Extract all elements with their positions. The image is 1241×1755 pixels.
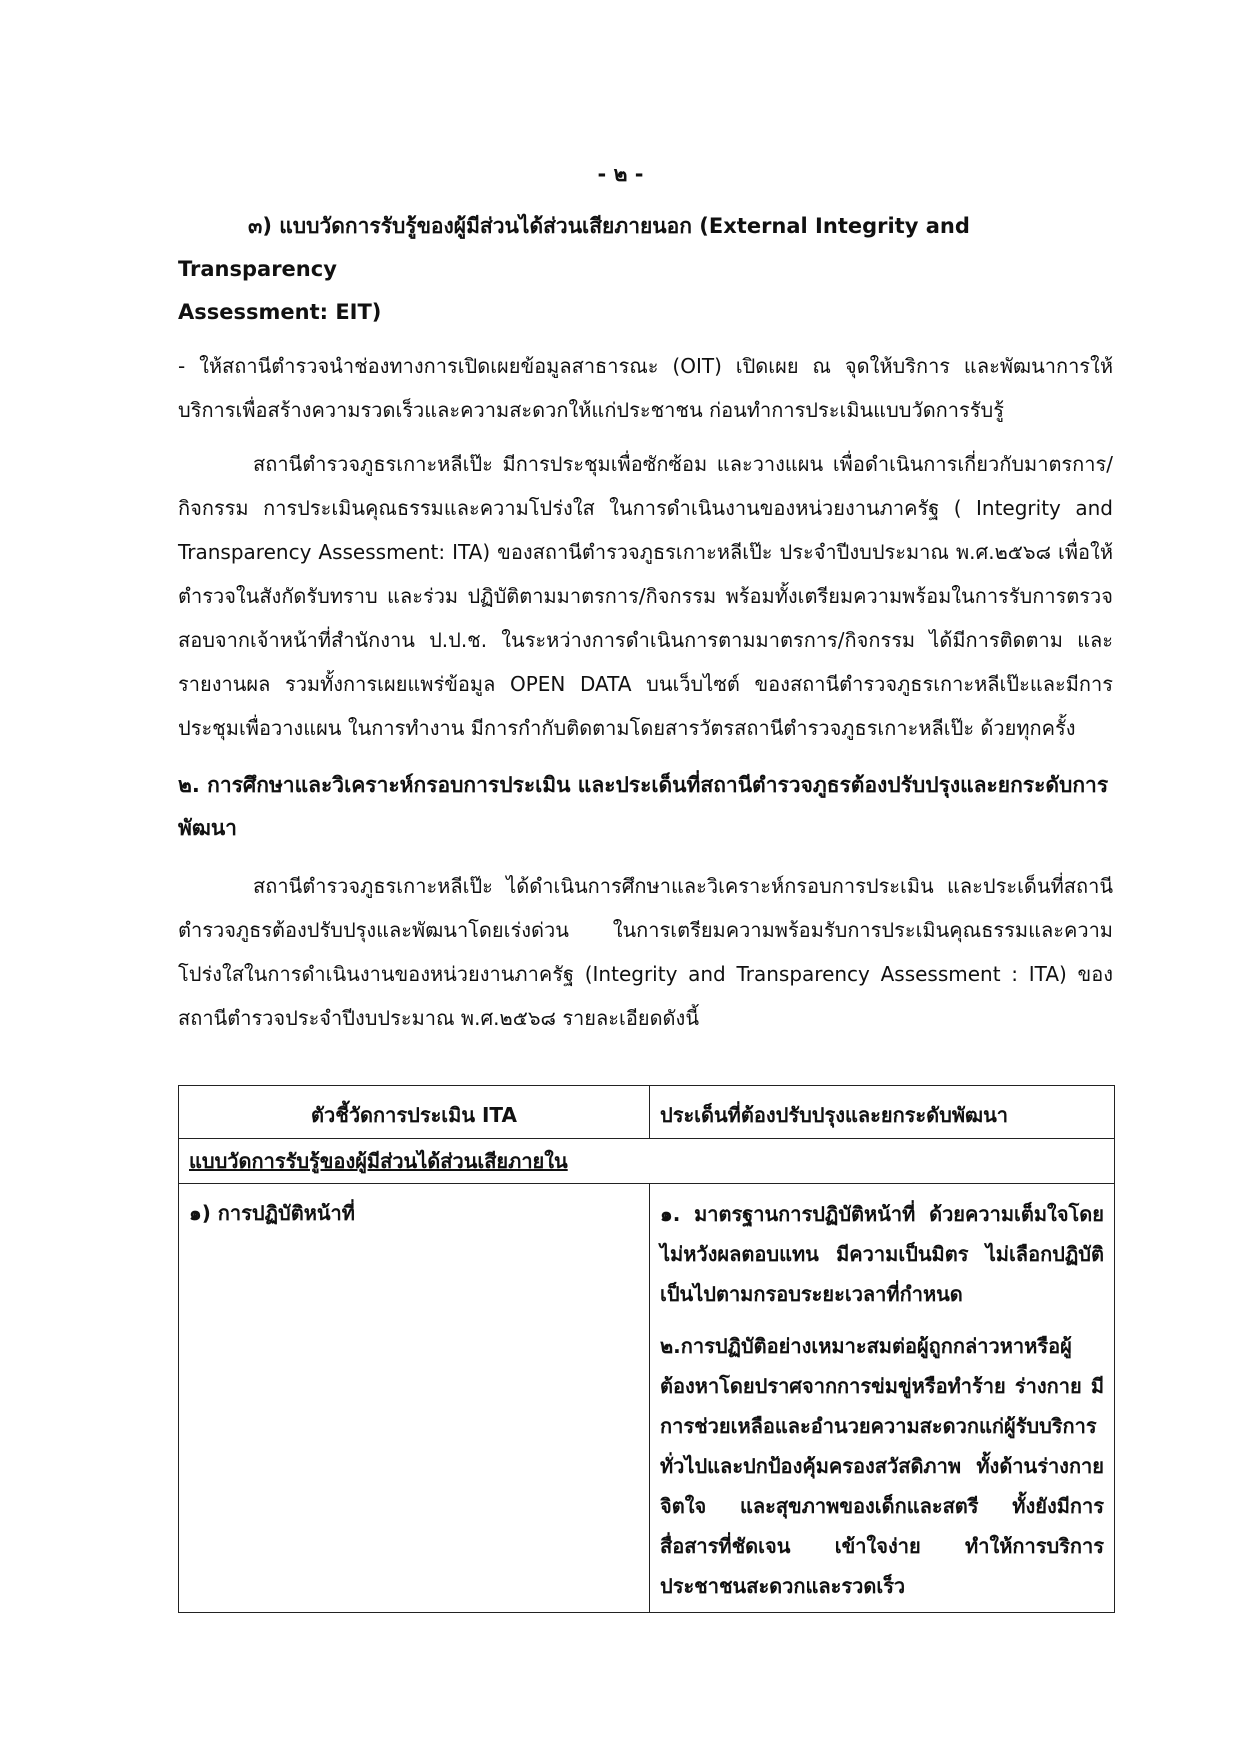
section2-heading: ๒. การศึกษาและวิเคราะห์กรอบการประเมิน และประเด็นที่สถานีตำรวจภูธรต้องปรับปรุงและยกระดับการพัฒนา — [178, 773, 1109, 840]
detail-item-2: ๒.การปฏิบัติอย่างเหมาะสมต่อผู้ถูกกล่าวหาหรือผู้ต้องหาโดยปราศจากการข่มขู่หรือทำร้าย ร่างกาย มีการช่วยเหลือและอำนวยความสะดวกแก่ผู้รับบริการทั่วไปและปกป้องคุ้มครองสวัสดิภาพ ทั้งด้านร่างกาย จิตใจ และสุขภาพของเด็กและสตรี ทั้งยังมีการสื่อสารที่ชัดเจน เข้าใจง่าย ทำให้การบริการประชาชนสะดวกและรวดเร็ว — [660, 1334, 1104, 1598]
section2-paragraph: สถานีตำรวจภูธรเกาะหลีเป๊ะ ได้ดำเนินการศึกษาและวิเคราะห์กรอบการประเมิน และประเด็นที่สถานีตำรวจภูธรต้องปรับปรุงและพัฒนาโดยเร่งด่วน ในการเตรียมความพร้อมรับการประเมินคุณธรรมและความโปร่งใสในการดำเนินงานของหน่วยงานภาครัฐ (Integrity and Transparency Assessment : ITA) ของสถานีตำรวจประจำปีงบประมาณ พ.ศ.๒๕๖๘ รายละเอียดดังนี้ — [178, 874, 1113, 1030]
document-body — [178, 205, 1113, 1613]
detail-item-1: ๑. มาตรฐานการปฏิบัติหน้าที่ ด้วยความเต็มใจโดยไม่หวังผลตอบแทน มีความเป็นมิตร ไม่เลือกปฏิบัติเป็นไปตามกรอบระยะเวลาที่กำหนด — [660, 1202, 1104, 1306]
table-section-label: แบบวัดการรับรู้ของผู้มีส่วนได้ส่วนเสียภายใน — [179, 1139, 1115, 1184]
table-cell-details — [650, 1184, 1115, 1613]
table-row — [179, 1184, 1115, 1613]
page-number: - ๒ - — [597, 162, 644, 186]
table-header-row — [179, 1086, 1115, 1139]
table-cell-indicator: ๑) การปฏิบัติหน้าที่ — [179, 1184, 650, 1613]
ita-table — [178, 1085, 1115, 1613]
section3-paragraph: สถานีตำรวจภูธรเกาะหลีเป๊ะ มีการประชุมเพื่อซักซ้อม และวางแผน เพื่อดำเนินการเกี่ยวกับมาตรการ/กิจกรรม การประเมินคุณธรรมและความโปร่งใส ในการดำเนินงานของหน่วยงานภาครัฐ ( Integrity and Transparency Assessment: ITA) ของสถานีตำรวจภูธรเกาะหลีเป๊ะ ประจำปีงบประมาณ พ.ศ.๒๕๖๘ เพื่อให้ตำรวจในสังกัดรับทราบ และร่วม ปฏิบัติตามมาตรการ/กิจกรรม พร้อมทั้งเตรียมความพร้อมในการรับการตรวจสอบจากเจ้าหน้าที่สำนักงาน ป.ป.ช. ในระหว่างการดำเนินการตามมาตรการ/กิจกรรม ได้มีการติดตาม และรายงานผล รวมทั้งการเผยแพร่ข้อมูล OPEN DATA บนเว็บไซต์ ของสถานีตำรวจภูธรเกาะหลีเป๊ะและมีการประชุมเพื่อวางแผน ในการทำงาน มีการกำกับติดตามโดยสารวัตรสถานีตำรวจภูธรเกาะหลีเป๊ะ ด้วยทุกครั้ง — [178, 452, 1113, 740]
table-section-row — [179, 1139, 1115, 1184]
section3-heading-line2: Assessment: EIT) — [178, 300, 382, 324]
section3-bullet: - ให้สถานีตำรวจนำช่องทางการเปิดเผยข้อมูลสาธารณะ (OIT) เปิดเผย ณ จุดให้บริการ และพัฒนาการให้บริการเพื่อสร้างความรวดเร็วและความสะดวกให้แก่ประชาชน ก่อนทำการประเมินแบบวัดการรับรู้ — [178, 354, 1113, 422]
table-header-issues: ประเด็นที่ต้องปรับปรุงและยกระดับพัฒนา — [650, 1086, 1115, 1139]
section3-heading-line1: ๓) แบบวัดการรับรู้ของผู้มีส่วนได้ส่วนเสียภายนอก (External Integrity and Transparency — [178, 214, 970, 281]
table-header-indicator: ตัวชี้วัดการประเมิน ITA — [179, 1086, 650, 1139]
